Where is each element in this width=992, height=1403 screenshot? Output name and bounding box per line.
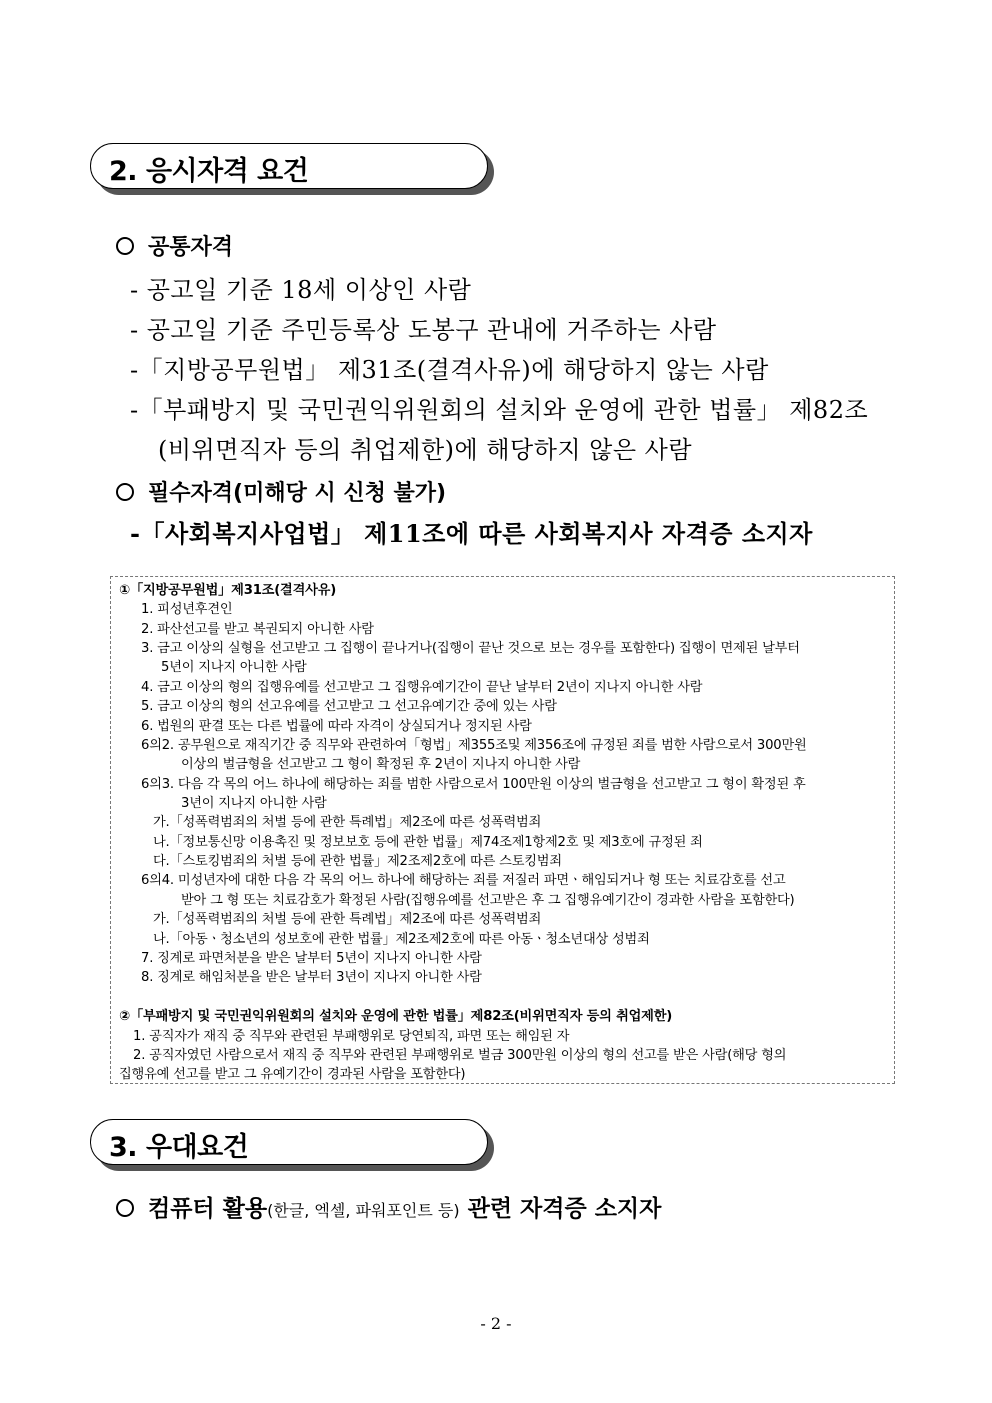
common-item-3: -「지방공무원법」 제31조(결격사유)에 해당하지 않는 사람 [130, 356, 769, 384]
circle-bullet-icon [116, 1199, 134, 1217]
law2-line: 1. 공직자가 재직 중 직무와 관련된 부패행위로 당연퇴직, 파면 또는 해임된 자 [133, 1029, 570, 1044]
law2-line: 집행유예 선고를 받고 그 유예기간이 경과된 사람을 포함한다) [119, 1067, 466, 1082]
common-item-2: - 공고일 기준 주민등록상 도봉구 관내에 거주하는 사람 [130, 316, 717, 344]
law1-line: 6. 법원의 판결 또는 다른 법률에 따라 자격이 상실되거나 정지된 사람 [141, 719, 532, 734]
law1-title: ①「지방공무원법」제31조(결격사유) [119, 583, 337, 598]
preferred-item-tail: 관련 자격증 소지자 [459, 1196, 662, 1222]
law1-line: 3년이 지나지 아니한 사람 [181, 796, 327, 811]
common-item-4-cont: (비위면직자 등의 취업제한)에 해당하지 않은 사람 [158, 436, 693, 464]
law1-line: 가.「성폭력범죄의 처벌 등에 관한 특례법」제2조에 따른 성폭력범죄 [153, 912, 542, 927]
law1-line: 3. 금고 이상의 실형을 선고받고 그 집행이 끝나거나(집행이 끝난 것으로 보는 경우를 포함한다) 집행이 면제된 날부터 [141, 641, 800, 656]
law2-title: ②「부패방지 및 국민권익위원회의 설치와 운영에 관한 법률」제82조(비위면직자 등의 취업제한) [119, 1009, 673, 1024]
preferred-item [116, 1190, 661, 1223]
section2-title: 2. 응시자격 요건 [109, 156, 309, 187]
law1-line: 6의4. 미성년자에 대한 다음 각 목의 어느 하나에 해당하는 죄를 저질러 파면ㆍ해임되거나 형 또는 치료감호를 선고 [141, 873, 786, 888]
required-item: -「사회복지사업법」 제11조에 따른 사회복지사 자격증 소지자 [130, 519, 813, 548]
law1-line: 6의2. 공무원으로 재직기간 중 직무와 관련하여「형법」제355조및 제356조에 규정된 죄를 범한 사람으로서 300만원 [141, 738, 807, 753]
legal-notes-box [110, 576, 895, 1084]
law1-line: 8. 징계로 해임처분을 받은 날부터 3년이 지나지 아니한 사람 [141, 970, 482, 985]
common-item-4: -「부패방지 및 국민권익위원회의 설치와 운영에 관한 법률」 제82조 [130, 396, 869, 424]
law1-line: 2. 파산선고를 받고 복권되지 아니한 사람 [141, 622, 374, 637]
law1-line: 받아 그 형 또는 치료감호가 확정된 사람(집행유예를 선고받은 후 그 집행유예기간이 경과한 사람을 포함한다) [181, 893, 795, 908]
required-heading [116, 476, 446, 507]
preferred-item-paren: (한글, 엑셀, 파워포인트 등) [267, 1201, 460, 1220]
page-number: - 2 - [480, 1314, 512, 1333]
law1-line: 5. 금고 이상의 형의 선고유예를 선고받고 그 선고유예기간 중에 있는 사람 [141, 699, 557, 714]
law1-line: 나.「정보통신망 이용촉진 및 정보보호 등에 관한 법률」제74조제1항제2호 및 제3호에 규정된 죄 [153, 835, 703, 850]
law1-line: 가.「성폭력범죄의 처벌 등에 관한 특례법」제2조에 따른 성폭력범죄 [153, 815, 542, 830]
preferred-item-main: 컴퓨터 활용 [148, 1196, 268, 1222]
common-heading-text: 공통자격 [148, 235, 234, 260]
common-item-1: - 공고일 기준 18세 이상인 사람 [130, 276, 472, 304]
law1-line: 5년이 지나지 아니한 사람 [161, 660, 307, 675]
section3-title: 3. 우대요건 [109, 1132, 249, 1163]
law1-line: 6의3. 다음 각 목의 어느 하나에 해당하는 죄를 범한 사람으로서 100만원 이상의 벌금형을 선고받고 그 형이 확정된 후 [141, 777, 806, 792]
law1-line: 4. 금고 이상의 형의 집행유예를 선고받고 그 집행유예기간이 끝난 날부터 2년이 지나지 아니한 사람 [141, 680, 703, 695]
law1-line: 나.「아동ㆍ청소년의 성보호에 관한 법률」제2조제2호에 따른 아동ㆍ청소년대상 성범죄 [153, 932, 650, 947]
law1-line: 이상의 벌금형을 선고받고 그 형이 확정된 후 2년이 지나지 아니한 사람 [181, 757, 581, 772]
circle-bullet-icon [116, 483, 134, 501]
common-heading [116, 230, 233, 261]
circle-bullet-icon [116, 237, 134, 255]
law1-line: 1. 피성년후견인 [141, 602, 233, 617]
law2-line: 2. 공직자였던 사람으로서 재직 중 직무와 관련된 부패행위로 벌금 300만원 이상의 형의 선고를 받은 사람(해당 형의 [133, 1048, 787, 1063]
section3-header [90, 1119, 488, 1165]
law1-line: 7. 징계로 파면처분을 받은 날부터 5년이 지나지 아니한 사람 [141, 951, 482, 966]
law1-line: 다.「스토킹범죄의 처벌 등에 관한 법률」제2조제2호에 따른 스토킹범죄 [153, 854, 562, 869]
required-heading-text: 필수자격(미해당 시 신청 불가) [148, 481, 447, 506]
section2-header [90, 143, 488, 189]
